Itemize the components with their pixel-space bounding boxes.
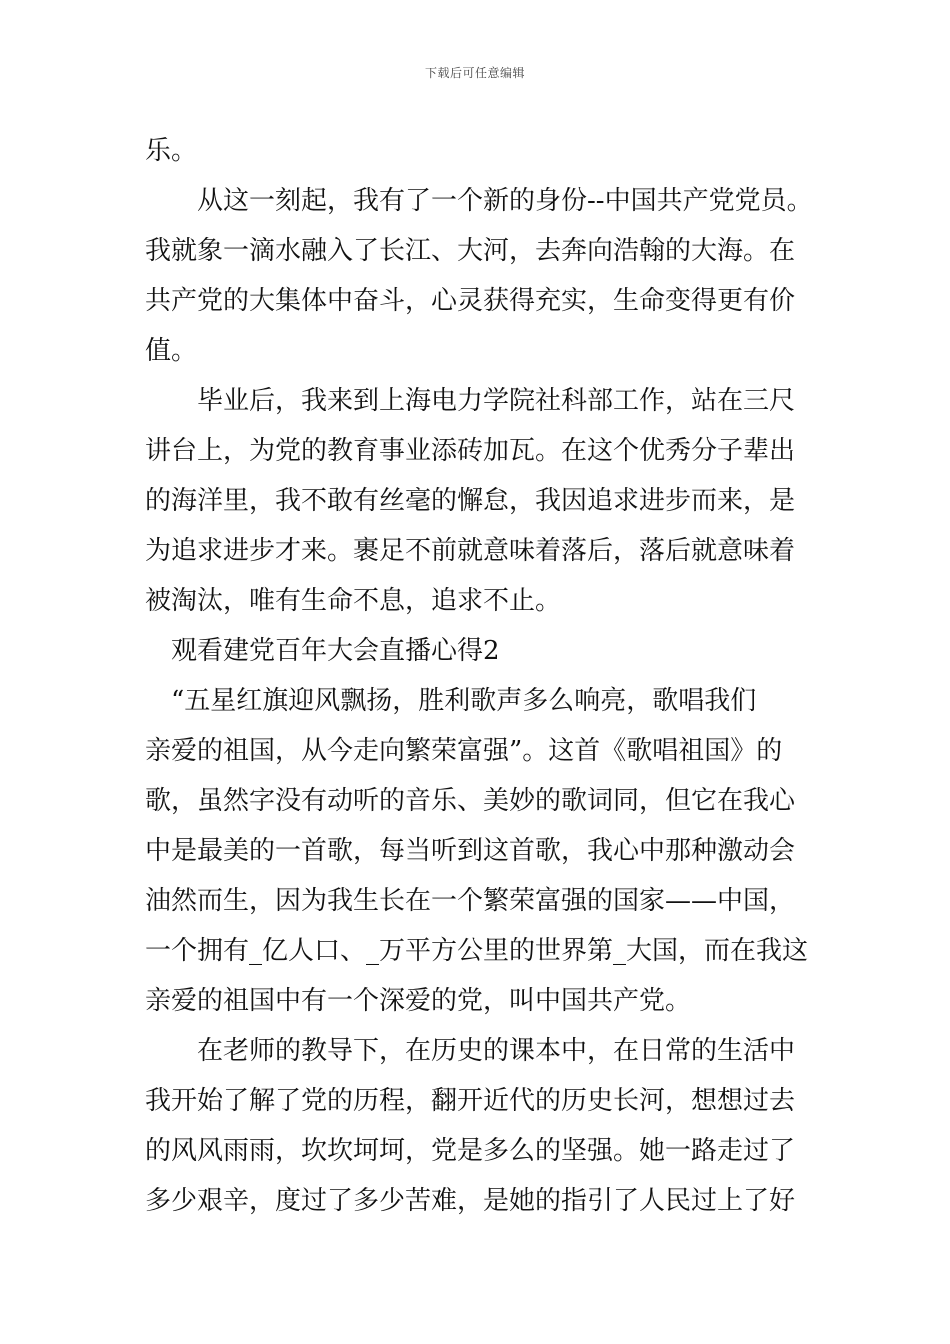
text-line: 值。 xyxy=(145,336,198,366)
text-line: 我开始了解了党的历程，翻开近代的历史长河，想想过去 xyxy=(145,1086,796,1116)
page-header: 下载后可任意编辑 xyxy=(424,66,525,80)
paragraph-start: 在老师的教导下，在历史的课本中，在日常的生活中 xyxy=(197,1036,796,1066)
text-line: 亲爱的祖国中有一个深爱的党，叫中国共产党。 xyxy=(145,986,692,1016)
text-line: 为追求进步才来。裹足不前就意味着落后，落后就意味着 xyxy=(145,536,796,566)
text-line: 多少艰辛，度过了多少苦难，是她的指引了人民过上了好 xyxy=(145,1186,796,1216)
document-body xyxy=(145,126,825,1226)
text-line: 共产党的大集体中奋斗，心灵获得充实，生命变得更有价 xyxy=(145,286,796,316)
text-line: 一个拥有_亿人口、_万平方公里的世界第_大国，而在我这 xyxy=(145,936,809,966)
text-line: 歌，虽然字没有动听的音乐、美妙的歌词同，但它在我心 xyxy=(145,786,796,816)
text-line: 亲爱的祖国，从今走向繁荣富强”。这首《歌唱祖国》的 xyxy=(145,736,783,766)
text-line: 被淘汰，唯有生命不息，追求不止。 xyxy=(145,586,562,616)
section-title: 观看建党百年大会直播心得2 xyxy=(171,636,500,666)
paragraph-start: 从这一刻起，我有了一个新的身份--中国共产党党员。 xyxy=(197,186,813,216)
text-line: 讲台上，为党的教育事业添砖加瓦。在这个优秀分子辈出 xyxy=(145,436,796,466)
text-line: 的海洋里，我不敢有丝毫的懈怠，我因追求进步而来，是 xyxy=(145,486,796,516)
text-line: 油然而生，因为我生长在一个繁荣富强的国家——中国， xyxy=(145,886,796,916)
text-line: 我就象一滴水融入了长江、大河，去奔向浩翰的大海。在 xyxy=(145,236,796,266)
paragraph-start: 毕业后，我来到上海电力学院社科部工作，站在三尺 xyxy=(197,386,796,416)
text-line: 的风风雨雨，坎坎坷坷，党是多么的坚强。她一路走过了 xyxy=(145,1136,796,1166)
paragraph-start: “五星红旗迎风飘扬，胜利歌声多么响亮，歌唱我们 xyxy=(171,686,757,716)
text-line: 乐。 xyxy=(145,136,198,166)
text-line: 中是最美的一首歌，每当听到这首歌，我心中那种激动会 xyxy=(145,836,796,866)
